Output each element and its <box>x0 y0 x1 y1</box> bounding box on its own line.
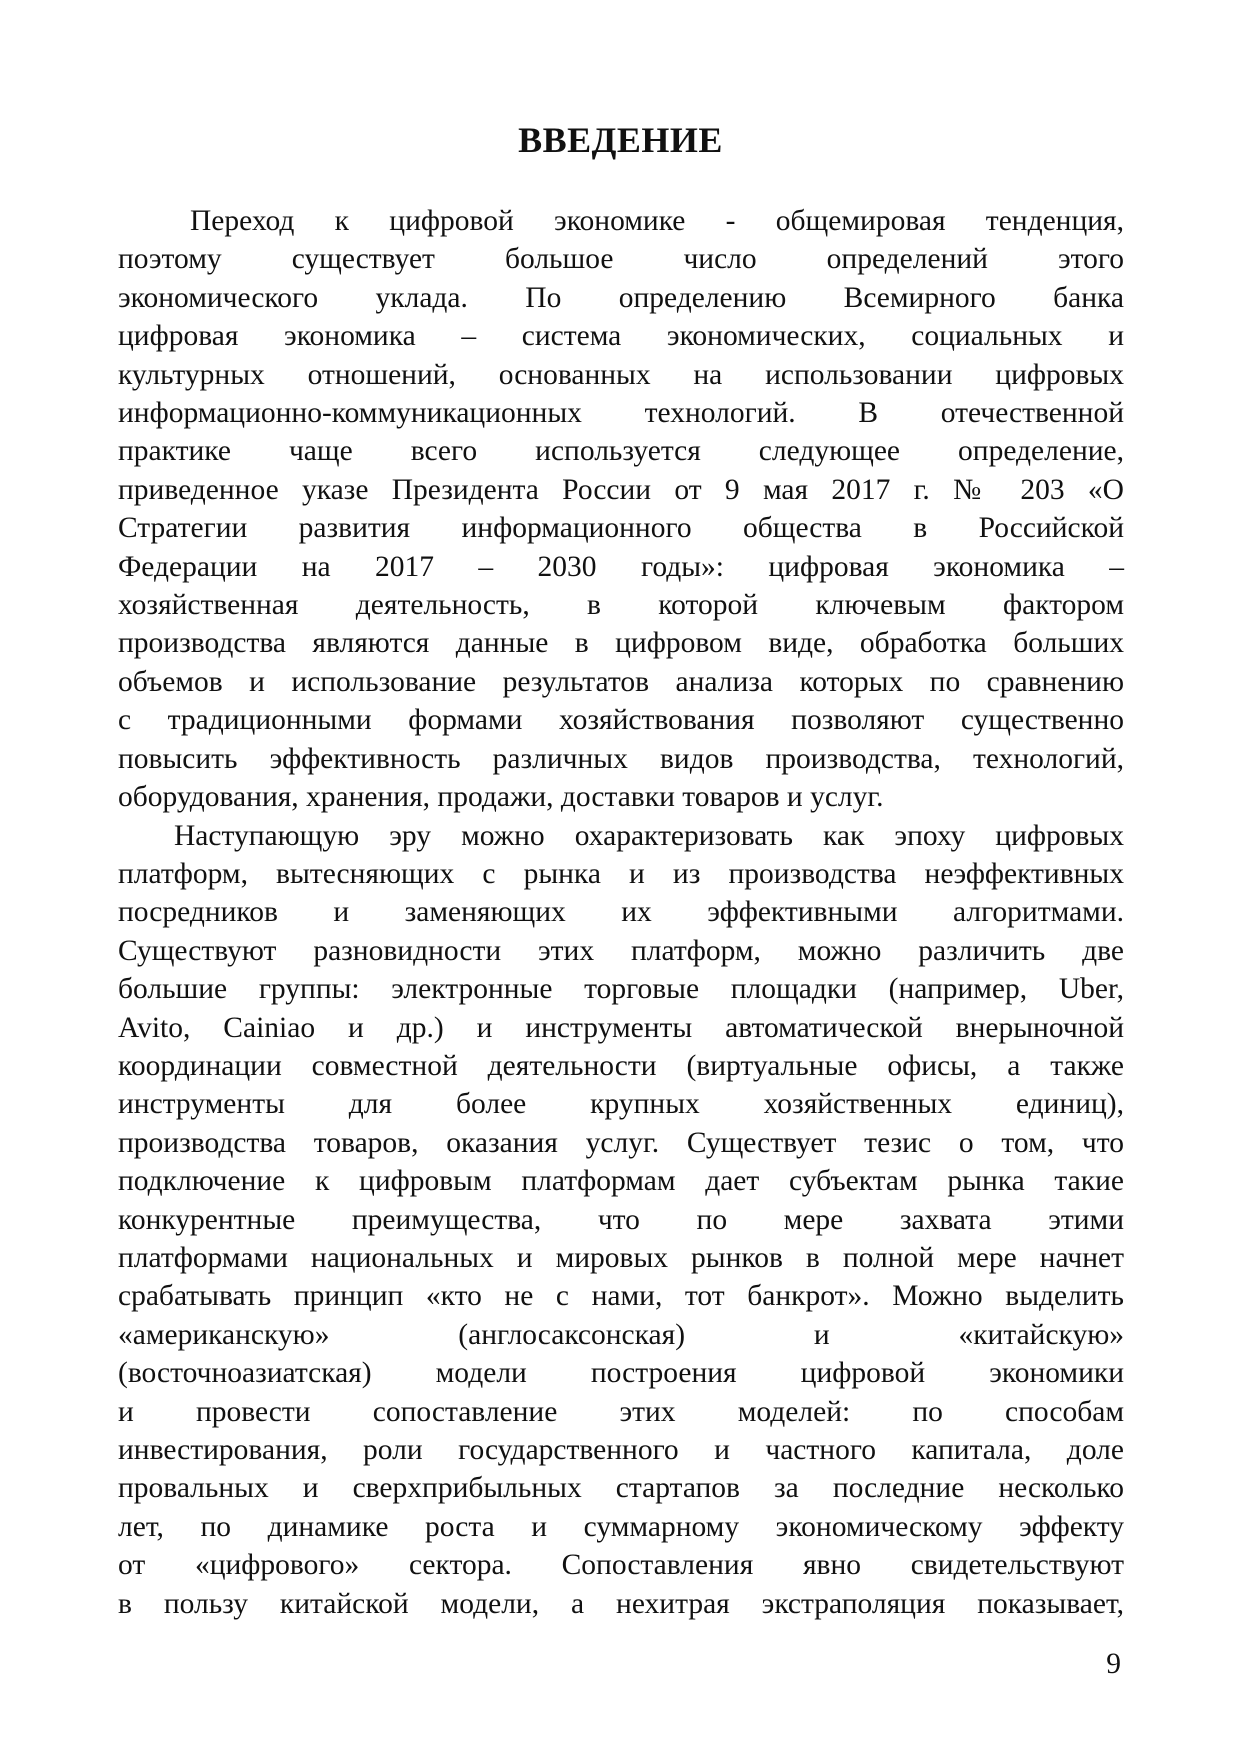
page-title: ВВЕДЕНИЕ <box>518 120 723 160</box>
text-line: координации совместной деятельности (виртуальные офисы, а также <box>118 1049 1124 1082</box>
text-line: цифровая экономика – система экономических, социальных и <box>118 320 1124 353</box>
text-line: Наступающую эру можно охарактеризовать как эпоху цифровых <box>174 819 1124 852</box>
text-line: производства товаров, оказания услуг. Существует тезис о том, что <box>118 1126 1124 1159</box>
text-line: конкурентные преимущества, что по мере захвата этими <box>118 1203 1124 1236</box>
text-line: большие группы: электронные торговые площадки (например, Uber, <box>118 973 1124 1006</box>
text-line: практике чаще всего используется следующее определение, <box>118 435 1124 468</box>
text-line: посредников и заменяющих их эффективными алгоритмами. <box>118 896 1124 929</box>
text-line: подключение к цифровым платформам дает субъектам рынка такие <box>118 1165 1124 1198</box>
text-line: Стратегии развития информационного общества в Российской <box>118 512 1124 545</box>
text-line: «американскую» (англосаксонская) и «китайскую» <box>118 1318 1124 1351</box>
text-line: от «цифрового» сектора. Сопоставления явно свидетельствуют <box>118 1549 1124 1582</box>
text-line: повысить эффективность различных видов производства, технологий, <box>118 742 1124 775</box>
text-line: с традиционными формами хозяйствования позволяют существенно <box>118 704 1124 737</box>
text-line: провальных и сверхприбыльных стартапов за последние несколько <box>118 1472 1124 1505</box>
text-line: производства являются данные в цифровом виде, обработка больших <box>118 627 1124 660</box>
text-line: платформами национальных и мировых рынков в полной мере начнет <box>118 1241 1124 1274</box>
text-line: хозяйственная деятельность, в которой ключевым фактором <box>118 589 1124 622</box>
paragraph-2 <box>118 817 1124 1624</box>
body-text <box>118 202 1124 1623</box>
text-line: поэтому существует большое число определений этого <box>118 243 1124 276</box>
text-line: Переход к цифровой экономике - общемировая тенденция, <box>190 205 1124 237</box>
text-line: объемов и использование результатов анализа которых по сравнению <box>118 665 1124 698</box>
text-line: Существуют разновидности этих платформ, можно различить две <box>118 934 1124 967</box>
text-line: культурных отношений, основанных на использовании цифровых <box>118 358 1124 391</box>
page-number: 9 <box>1106 1648 1121 1680</box>
text-line: оборудования, хранения, продажи, доставки товаров и услуг. <box>118 781 884 814</box>
text-line: Федерации на 2017 – 2030 годы»: цифровая экономика – <box>118 550 1124 583</box>
text-line: (восточноазиатская) модели построения цифровой экономики <box>118 1357 1124 1390</box>
text-line: экономического уклада. По определению Всемирного банка <box>118 281 1124 314</box>
text-line: Avito, Cainiao и др.) и инструменты автоматической внерыночной <box>118 1011 1124 1044</box>
text-line: инвестирования, роли государственного и частного капитала, доле <box>118 1434 1124 1466</box>
paragraph-1 <box>118 202 1124 817</box>
text-line: приведенное указе Президента России от 9 мая 2017 г. № 203 «О <box>118 473 1124 506</box>
text-line: платформ, вытесняющих с рынка и из производства неэффективных <box>118 857 1124 890</box>
text-line: в пользу китайской модели, а нехитрая экстраполяция показывает, <box>118 1587 1124 1620</box>
text-line: и провести сопоставление этих моделей: по способам <box>118 1395 1124 1428</box>
text-line: информационно-коммуникационных технологий. В отечественной <box>118 397 1124 430</box>
text-line: срабатывать принцип «кто не с нами, тот банкрот». Можно выделить <box>118 1280 1124 1313</box>
text-line: инструменты для более крупных хозяйственных единиц), <box>118 1088 1124 1121</box>
text-line: лет, по динамике роста и суммарному экономическому эффекту <box>118 1510 1124 1543</box>
